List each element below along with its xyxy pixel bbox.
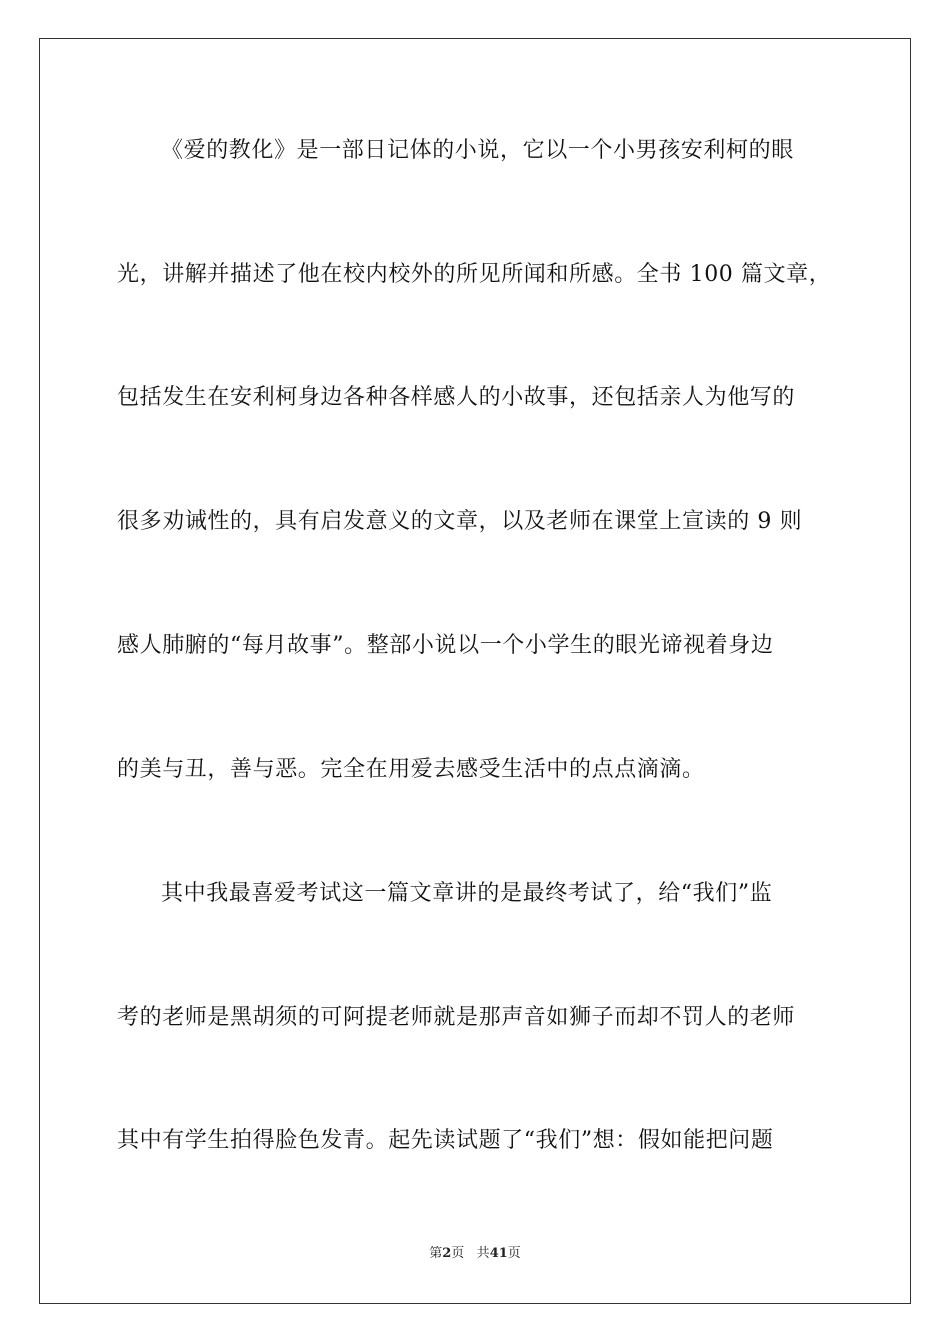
- paragraph-1-line-2: 光，讲解并描述了他在校内校外的所见所闻和所感。全书 100 篇文章，: [117, 262, 832, 287]
- total-suffix: 页: [507, 1246, 521, 1261]
- paragraph-2-line-1: 其中我最喜爱考试这一篇文章讲的是最终考试了，给“我们”监: [161, 881, 773, 906]
- paragraph-1-line-1: 《爱的教化》是一部日记体的小说，它以一个小男孩安利柯的眼: [161, 138, 794, 163]
- page-footer: [0, 1245, 950, 1263]
- paragraph-1-line-5: 感人肺腑的“每月故事”。整部小说以一个小学生的眼光谛视着身边: [117, 633, 774, 658]
- page-suffix: 页: [451, 1246, 465, 1261]
- paragraph-1-line-3: 包括发生在安利柯身边各种各样感人的小故事，还包括亲人为他写的: [117, 385, 796, 410]
- paragraph-2-line-3: 其中有学生拍得脸色发青。起先读试题了“我们”想：假如能把问题: [117, 1128, 774, 1153]
- paragraph-2-line-2: 考的老师是黑胡须的可阿提老师就是那声音如狮子而却不罚人的老师: [117, 1005, 796, 1030]
- paragraph-1-line-4: 很多劝诫性的，具有启发意义的文章，以及老师在课堂上宣读的 9 则: [117, 509, 803, 534]
- total-pages: 41: [489, 1246, 508, 1261]
- page-prefix: 第: [429, 1246, 443, 1261]
- total-prefix: 共: [476, 1246, 490, 1261]
- page-frame: [39, 38, 911, 1304]
- page-number: 2: [442, 1246, 452, 1261]
- paragraph-1-line-6: 的美与丑，善与恶。完全在用爱去感受生活中的点点滴滴。: [117, 757, 705, 782]
